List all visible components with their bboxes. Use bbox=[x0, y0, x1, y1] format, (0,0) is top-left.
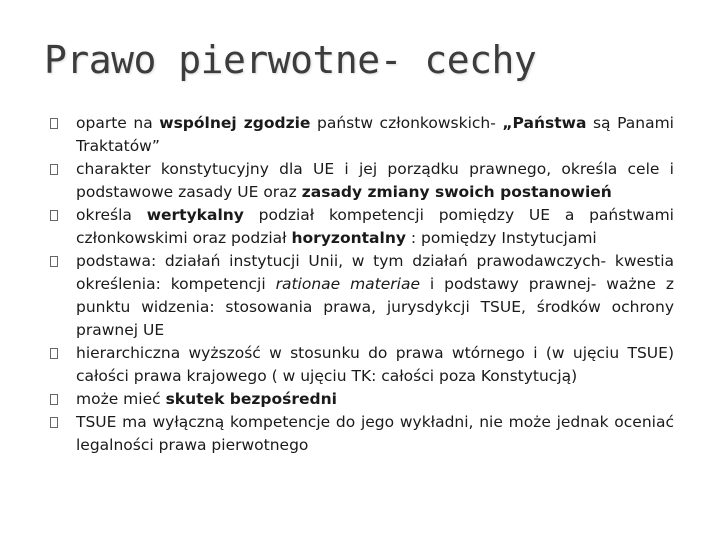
bullet-list bbox=[50, 112, 674, 457]
item-text: może mieć skutek bezpośredni bbox=[76, 390, 337, 408]
item-text: TSUE ma wyłączną kompetencje do jego wykładni, nie może jednak oceniać legalności prawa pierwotnego bbox=[76, 413, 674, 454]
bullet-box-icon bbox=[50, 118, 58, 129]
slide-title: Prawo pierwotne- cechy bbox=[44, 38, 537, 82]
list-item bbox=[50, 204, 674, 250]
item-text: określa wertykalny podział kompetencji pomiędzy UE a państwami członkowskimi oraz podział horyzontalny : pomiędzy Instytucjami bbox=[76, 206, 674, 247]
list-item bbox=[50, 250, 674, 342]
list-item bbox=[50, 411, 674, 457]
bullet-box-icon bbox=[50, 256, 58, 267]
bullet-box-icon bbox=[50, 394, 58, 405]
list-item bbox=[50, 342, 674, 388]
list-item bbox=[50, 112, 674, 158]
item-text: oparte na wspólnej zgodzie państw członkowskich- „Państwa są Panami Traktatów” bbox=[76, 114, 674, 155]
item-text: hierarchiczna wyższość w stosunku do prawa wtórnego i (w ujęciu TSUE) całości prawa krajowego ( w ujęciu TK: całości poza Konstytucją) bbox=[76, 344, 674, 385]
item-text: charakter konstytucyjny dla UE i jej porządku prawnego, określa cele i podstawowe zasady UE oraz zasady zmiany swoich postanowień bbox=[76, 160, 674, 201]
list-item bbox=[50, 388, 674, 411]
bullet-box-icon bbox=[50, 348, 58, 359]
item-text: podstawa: działań instytucji Unii, w tym działań prawodawczych- kwestia określenia: kompetencji rationae materiae i podstawy prawnej- ważne z punktu widzenia: stosowania prawa, jurysdykcji TSUE, środków ochrony prawnej UE bbox=[76, 252, 674, 339]
bullet-box-icon bbox=[50, 210, 58, 221]
bullet-box-icon bbox=[50, 164, 58, 175]
list-item bbox=[50, 158, 674, 204]
bullet-box-icon bbox=[50, 417, 58, 428]
